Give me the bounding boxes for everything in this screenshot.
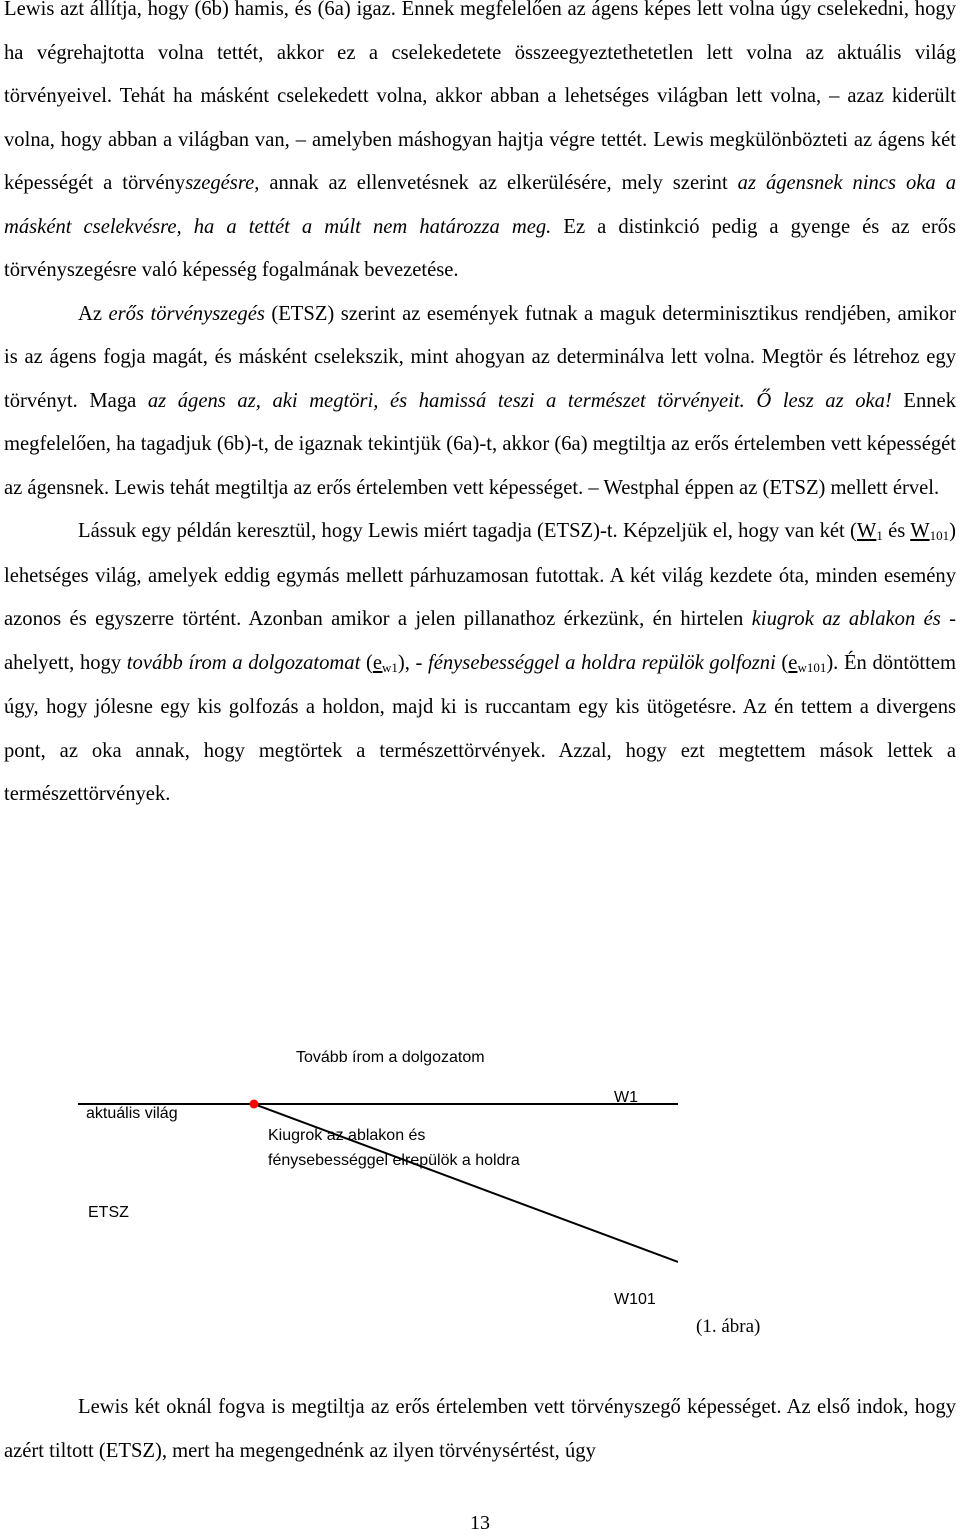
- ew101-symbol: [788, 652, 826, 674]
- label-top: Tovább írom a dolgozatom: [296, 1049, 485, 1066]
- paragraph-3-text-f: (: [775, 651, 789, 674]
- page-number: 13: [470, 1512, 490, 1534]
- paragraph-2-text-a: Az: [78, 302, 109, 325]
- label-w101: W101: [614, 1291, 656, 1308]
- paragraph-1-italic-a: szegésre,: [185, 172, 260, 194]
- figure-caption: (1. ábra): [696, 1316, 761, 1337]
- w101-subscript: 101: [929, 528, 950, 543]
- paragraph-2-text-b: (ETSZ) szerint az események futnak a maguk determinisztikus rendjében, amikor is az ágens fogja magát, és másként cselekszik, mint ahogyan az determinálva lett volna. Megtör és létrehoz egy törvényt. Maga: [4, 302, 956, 412]
- label-etsz: ETSZ: [88, 1204, 129, 1221]
- paragraph-1-text-b: annak az ellenvetésnek az elkerülésére, mely szerint: [259, 172, 738, 194]
- paragraph-3-italic-e: fénysebességgel a holdra repülök golfozni: [428, 651, 776, 674]
- label-mid-line1: Kiugrok az ablakon és: [268, 1127, 426, 1144]
- paragraph-1-text: Lewis azt állítja, hogy (6b) hamis, és (6a) igaz. Ennek megfelelően az ágens képes lett volna úgy cselekedni, hogy ha végrehajtotta volna tettét, akkor ez a cselekedetete összeegyeztethetetlen lett volna az aktuális világ törvényeivel. Tehát ha másként cselekedett volna, akkor abban a lehetséges világban lett volna, – azaz kiderült volna, hogy abban a világban van, – amelyben máshogyan hajtja végre tettét. Lewis megkülönbözteti az ágens két képességét a törvény: [4, 0, 956, 194]
- w101-letter: W: [910, 520, 930, 542]
- ew1-symbol: [373, 652, 398, 674]
- paragraph-1: [4, 0, 956, 293]
- paragraph-3-text-b: ) lehetséges világ, amelyek eddig egymás mellett párhuzamosan futottak. A két világ kezdete óta, minden esemény azonos és egyszerre történt. Azonban amikor a jelen pillanathoz érkezünk, én hirtelen: [4, 520, 956, 630]
- w1-letter: W: [856, 520, 877, 542]
- ew1-letter: e: [372, 651, 382, 674]
- paragraph-3: [4, 510, 956, 817]
- ew1-subscript: w1: [381, 659, 398, 675]
- label-actual-world: aktuális világ: [86, 1105, 178, 1122]
- paragraph-3-conjunction: és: [882, 520, 911, 542]
- paragraph-3-text-g: ). Én döntöttem úgy, hogy jólesne egy kis golfozás a holdon, majd ki is ruccantam egy kis ütögetésre. Az én tettem a divergens pont, az oka annak, hogy megtörtek a természettörvények. Azzal, hogy ezt megtettem mások lettek a természettörvények.: [4, 651, 956, 805]
- page-bottom: [4, 1386, 956, 1473]
- paragraph-3-text-a: Lássuk egy példán keresztül, hogy Lewis miért tagadja (ETSZ)-t. Képzeljük el, hogy van két (: [78, 520, 857, 542]
- ew101-subscript: w101: [797, 659, 827, 675]
- paragraph-4: Lewis két oknál fogva is megtiltja az erős értelemben vett törvényszegő képességet. Az első indok, hogy azért tiltott (ETSZ), mert ha megengednénk az ilyen törvénysértést, úgy: [4, 1396, 956, 1462]
- w1-symbol: [857, 520, 883, 542]
- paragraph-3-italic-c: tovább írom a dolgozatomat: [126, 651, 361, 674]
- paragraph-2-italic-a: erős törvényszegés: [108, 302, 265, 325]
- paragraph-3-text-c: - ahelyett, hogy: [4, 608, 956, 674]
- label-w1: W1: [614, 1089, 638, 1106]
- paragraph-2-text-c: Ennek megfelelően, ha tagadjuk (6b)-t, de igaznak tekintjük (6a)-t, akkor (6a) megtiltja az erős értelemben vett képességét az ágensnek. Lewis tehát megtiltja az erős értelemben vett képességet. – Westphal éppen az (ETSZ) mellett érvel.: [4, 389, 956, 499]
- w101-symbol: [910, 520, 949, 542]
- paragraph-2-italic-b: az ágens az, aki megtöri, és hamissá teszi a természet törvényeit. Ő lesz az oka!: [147, 389, 892, 412]
- paragraph-1-text-c: Ez a distinkció pedig a gyenge és az erős törvényszegésre való képesség fogalmának bevezetése.: [4, 215, 956, 281]
- ew101-letter: e: [788, 651, 798, 674]
- w1-subscript: 1: [876, 528, 883, 543]
- divergence-point: [250, 1100, 259, 1109]
- paragraph-1-italic-b: az ágensnek nincs oka a másként cselekvésre, ha a tettét a múlt nem határozza meg.: [4, 172, 956, 238]
- paragraph-2: [4, 293, 956, 511]
- world-divergence-diagram: [78, 1036, 678, 1318]
- paragraph-3-text-d: (: [360, 651, 373, 674]
- paragraph-3-text-e: ), -: [397, 651, 428, 674]
- page-body: [4, 0, 956, 817]
- label-mid-line2: fénysebességgel elrepülök a holdra: [268, 1152, 520, 1169]
- paragraph-3-italic-b: kiugrok az ablakon és: [751, 608, 941, 630]
